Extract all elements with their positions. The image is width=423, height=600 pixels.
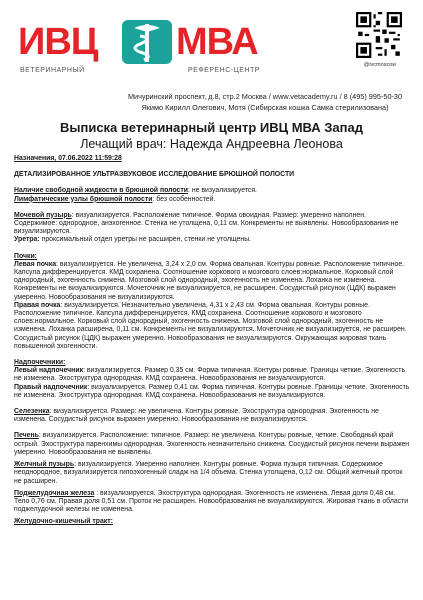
spleen-finding: Селезенка: визуализируется. Размер: не увеличена. Контуры ровные. Эхоструктура однородная. Эхогенность не изменена. Сосудистый рисунок выражен умеренно. Новообразования не визуализируются. — [14, 408, 379, 424]
patient-info: Якимо Кирилл Олегович, Мотя (Сибирская кошка Самка стерилизована) — [141, 103, 389, 112]
gi-tract-heading: Желудочно-кишечный тракт: — [14, 518, 113, 526]
report-body — [14, 155, 410, 527]
bladder-finding: Мочевой пузырь: визуализируется. Расположение типичное. Форма овоидная. Размер: умеренно наполнен. Содержимое: однородное, анэхогенное. Стенка не утолщена, 0,11 см. Конкременты не выявлены. Новообразования не визуализируются. — [14, 211, 399, 236]
study-title: ДЕТАЛИЗИРОВАННОЕ УЛЬТРАЗВУКОВОЕ ИССЛЕДОВАНИЕ БРЮШНОЙ ПОЛОСТИ — [14, 171, 295, 179]
left-kidney-finding: Левая почка: визуализируется. Не увеличена, 3,24 х 2,0 см. Форма овальная. Контуры ровные. Расположение типичное. Капсула дифференцируется. КМД сохранена. Соотношение коркового и мозгового слоев:нормальное. Корковый слой однородный, эхогенность снижена. Мозговой слой однородный, эхогенность не изменена. Лоханка не изменена. Конкременты не визуализируются. Мочеточник не визуализируется, не расширен. Сосудистый рисунок (ЦДК) выражен умеренно. Новообразования не визуализируются. — [14, 260, 405, 301]
lymph-nodes-finding: Лимфатические узлы брюшной полости: без особенностей. — [14, 195, 216, 203]
right-kidney-finding: Правая почка: визуализируется. Незначительно увеличена, 4,31 х 2,43 см. Форма овальная. Контуры ровные. Расположение типичное. Капсула дифференцируется. КМД сохранена. Соотношение коркового и мозгового слоев:нормальное. Корковый слой однородный, эхогенность снижена. Мозговой слой однородный, эхогенность не изменена. Лоханка расширена, 0,11 см. Конкременты не визуализируются. Мочеточник не визуализируется, не расширен. Сосудистый рисунок (ЦДК) выражен умеренно. Новообразования не визуализируются. Окружающая жировая ткань повышенной эхогенности. — [14, 301, 407, 350]
logo-subtitle-left: ВЕТЕРИНАРНЫЙ — [20, 67, 85, 74]
logo-subtitle-right: РЕФЕРЕНС-ЦЕНТР — [188, 67, 260, 74]
pancreas-finding: Поджелудочная железа : визуализируется. Эхоструктура однородная. Эхогенность не изменена. Левая доля 0,48 см. Тело 0,76 см. Правая доля 0,51 см. Проток не расширен. Новообразования не визуализируются. Жировая ткань в области поджелудочной железы не изменена. — [14, 489, 409, 514]
gallbladder-finding: Желчный пузырь: визуализируется. Умеренно наполнен. Контуры ровные. Форма пузыря типичная. Содержимое неоднородное, визуализируется гипоэхогенный сладж на 1/4 объема. Стенка утолщена, 0,12 см. Общий желчный проток не расширен. — [14, 461, 403, 485]
logo-left-text: ИВЦ — [18, 21, 98, 63]
appointment-date: Назначения, 07.06.2022 11:59:28 — [14, 155, 122, 162]
kidneys-heading: Почки: — [14, 252, 37, 260]
clinic-address: Мичуринский проспект, д.8, стр.2 Москва / www.vetacademy.ru / 8 (495) 995-50-30 — [127, 92, 403, 101]
urethra-finding: Уретра: проксимальный отдел уретры не расширен, стенки не утолщены. — [14, 236, 252, 244]
liver-finding: Печень: визуализируется. Расположение: типичное. Размер: не увеличена. Контуры ровные, четкие. Свободный край острый. Эхоструктура паренхимы однородная. Эхогенность незначительно снижена. Сосудистый рисунок печени выражен умеренно. Новообразования не выявлены. — [14, 432, 410, 456]
left-adrenal-finding: Левый надпочечник: визуализируется. Размер 0,35 см. Форма типичная. Контуры ровные. Границы четкие. Эхогенность не изменена. Эхоструктура однородная. КМД сохранена. Новообразования не визуализируются. — [14, 367, 406, 383]
qr-code-icon — [356, 12, 402, 58]
free-fluid-finding: Наличие свободной жидкости в брюшной полости: не визуализируется. — [14, 187, 257, 195]
clinic-logo — [18, 18, 338, 80]
caduceus-emblem-icon — [122, 18, 172, 66]
attending-doctor: Лечащий врач: Надежда Андреевна Леонова — [80, 137, 343, 151]
qr-caption: @ivcmoscow — [363, 62, 397, 68]
right-adrenal-finding: Правый надпочечник: визуализируется. Размер 0,41 см. Форма типичная. Контуры ровные. Границы четкие. Эхогенность не изменена. Эхоструктура однородная. КМД сохранена. Новообразования не визуализируются. — [14, 383, 410, 399]
document-title: Выписка ветеринарный центр ИВЦ МВА Запад — [59, 120, 363, 135]
logo-right-text: МВА — [176, 21, 258, 63]
adrenals-heading: Надпочечники: — [14, 359, 66, 367]
